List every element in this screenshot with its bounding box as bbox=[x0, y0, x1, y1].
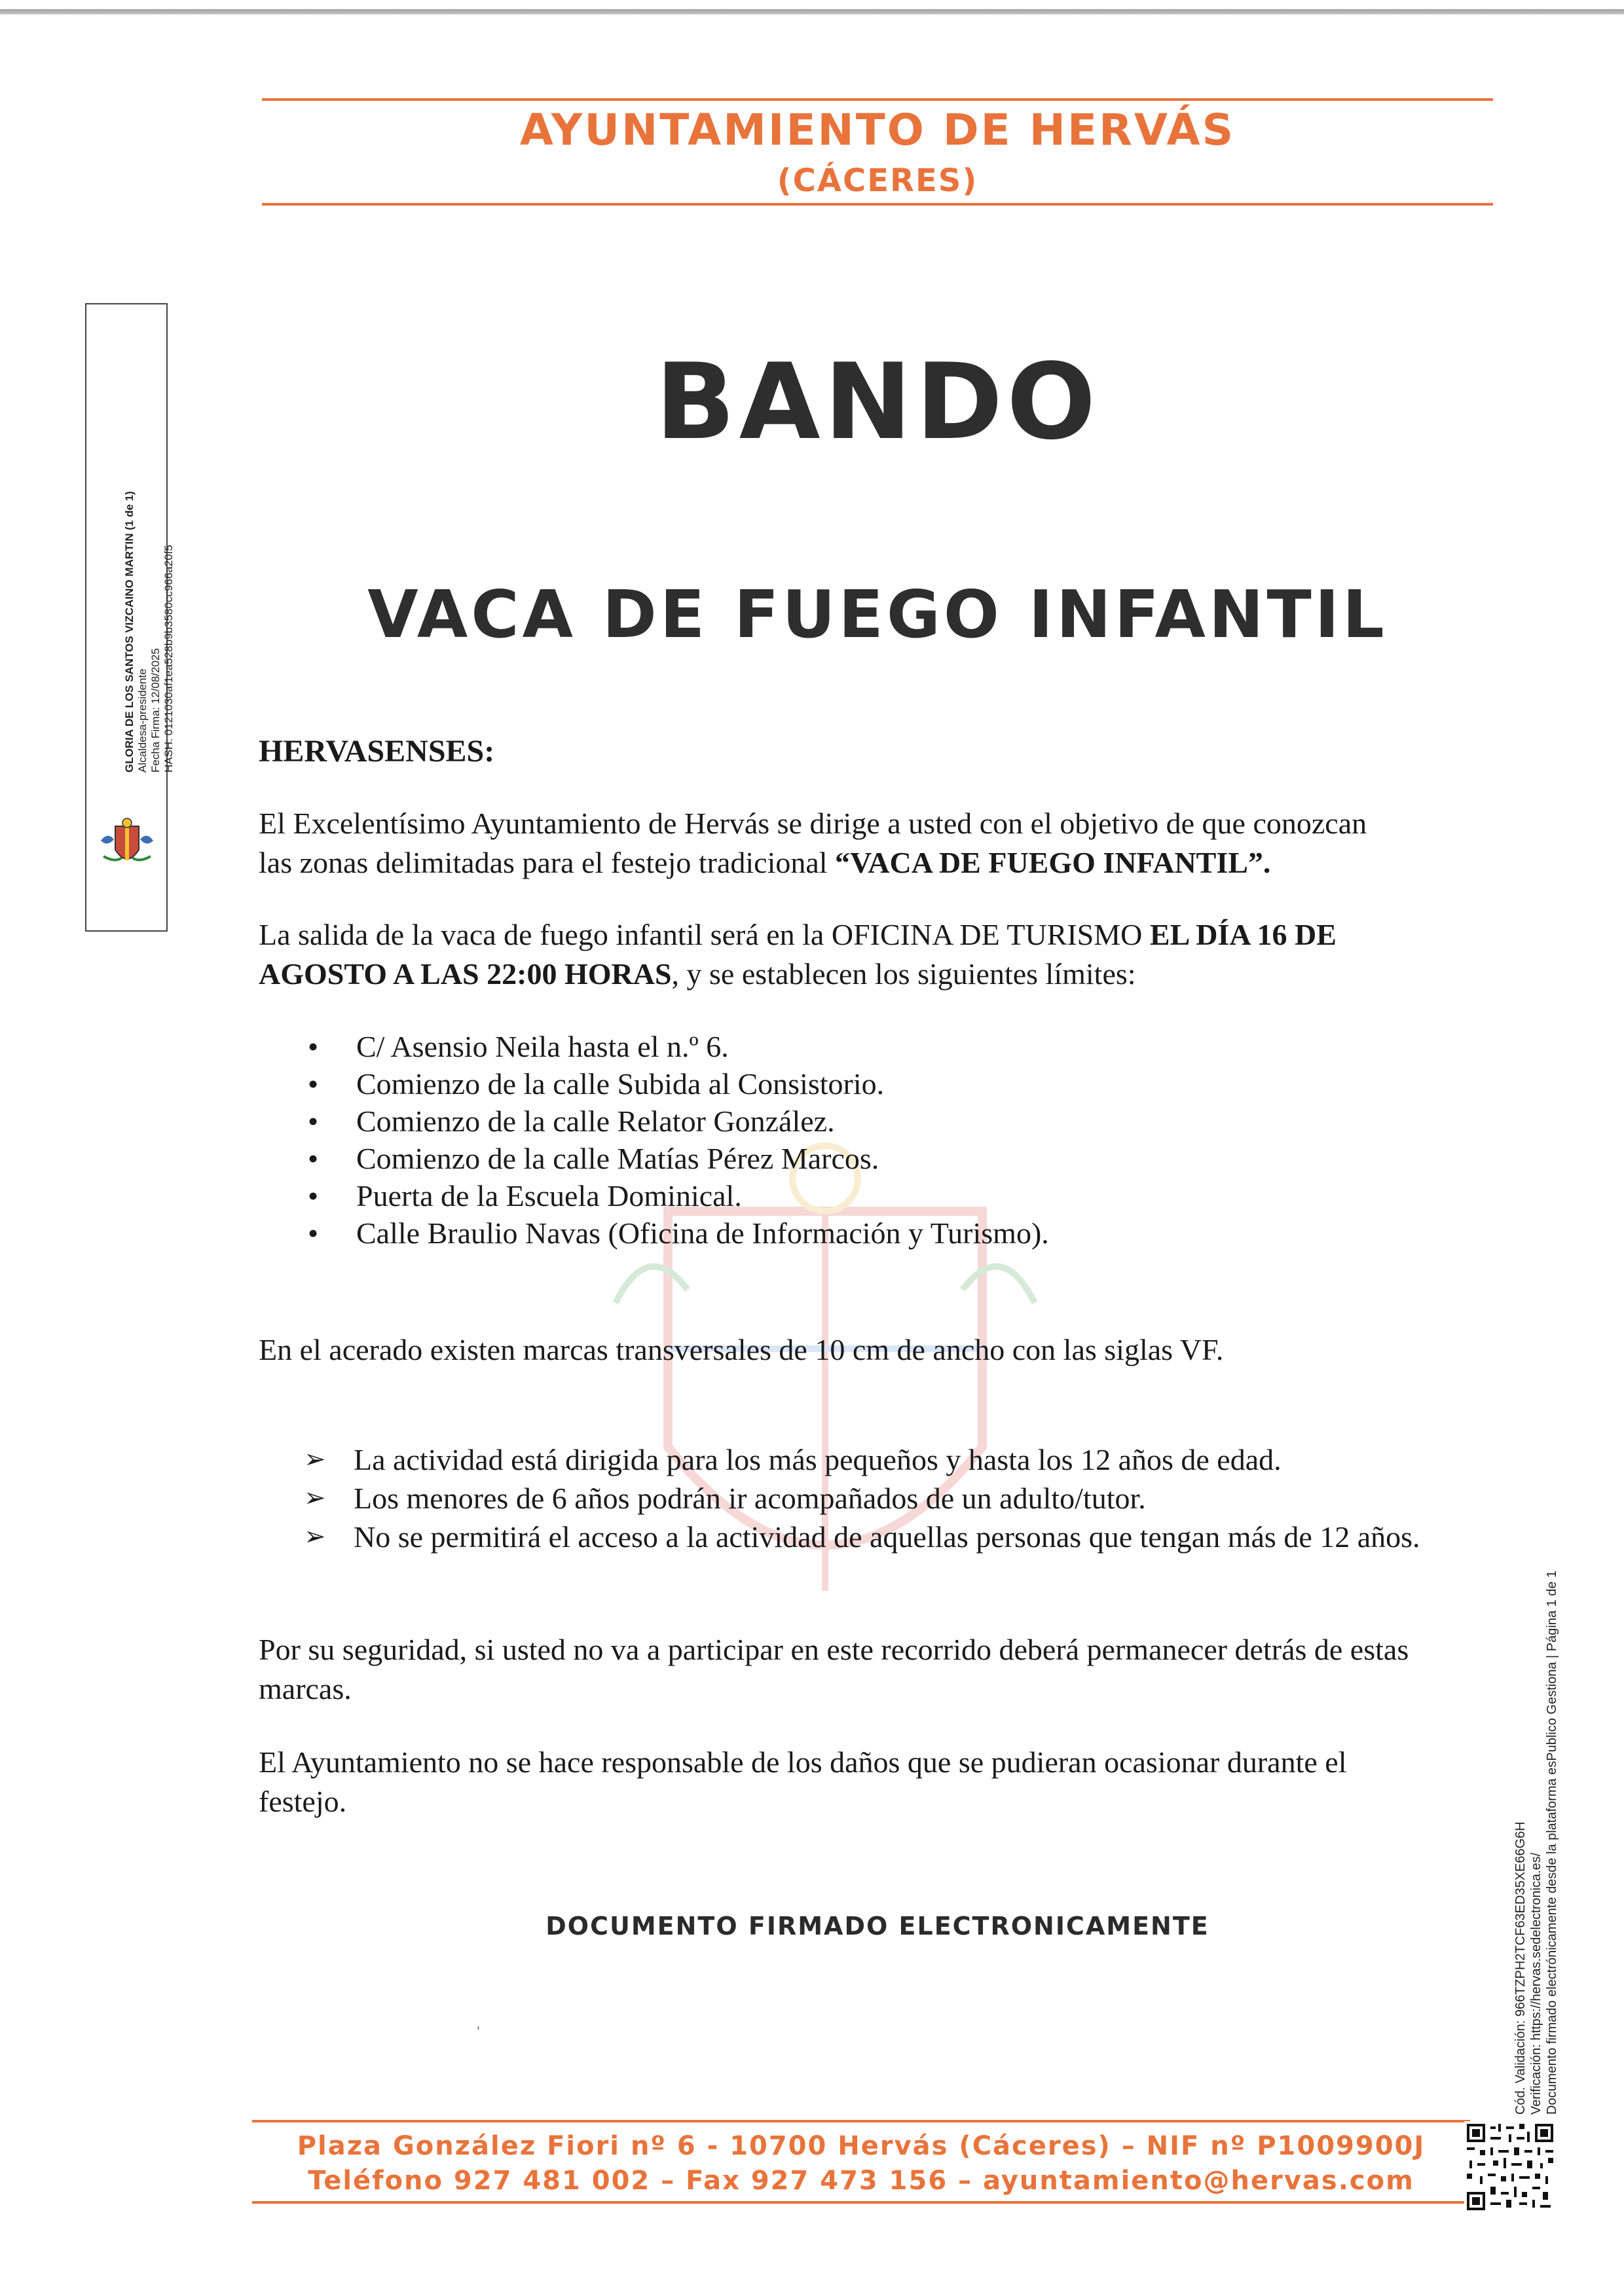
arrow-bullet-icon: ➢ bbox=[304, 1522, 326, 1552]
limit-text: Comienzo de la calle Matías Pérez Marcos. bbox=[356, 1142, 879, 1175]
list-item bbox=[301, 1479, 1467, 1518]
signed-electronically-note: DOCUMENTO FIRMADO ELECTRONICAMENTE bbox=[545, 1912, 1209, 1941]
header-bottom-rule bbox=[262, 203, 1493, 206]
bullet-icon: • bbox=[308, 1067, 319, 1101]
bullet-icon: • bbox=[308, 1216, 319, 1250]
list-item bbox=[301, 1440, 1467, 1479]
signer-name: GLORIA DE LOS SANTOS VIZCAINO MARTIN (1 de 1) bbox=[123, 491, 136, 773]
document-subtitle: VACA DE FUEGO INFANTIL bbox=[367, 576, 1388, 653]
salutation: HERVASENSES: bbox=[259, 734, 495, 769]
departure-line-2 bbox=[259, 955, 1464, 994]
list-item bbox=[301, 1518, 1467, 1556]
marks-note: En el acerado existen marcas transversales de 10 cm de ancho con las siglas VF. bbox=[259, 1333, 1224, 1366]
qr-code-icon[interactable] bbox=[1464, 2121, 1556, 2213]
list-item bbox=[301, 1028, 1049, 1065]
bullet-icon: • bbox=[308, 1104, 319, 1138]
bullet-icon: • bbox=[308, 1179, 319, 1212]
departure-line-1 bbox=[259, 915, 1464, 955]
signature-stamp-text bbox=[123, 406, 175, 773]
scan-speck: ‘ bbox=[477, 2023, 481, 2041]
intro-line-2-text: las zonas delimitadas para el festejo tradicional bbox=[259, 846, 836, 879]
departure-date-bold: EL DÍA 16 DE bbox=[1149, 918, 1337, 951]
rule-text: No se permitirá el acceso a la actividad de aquellas personas que tengan más de 12 años. bbox=[354, 1520, 1420, 1554]
document-heading: BANDO bbox=[655, 340, 1100, 463]
intro-line-2 bbox=[259, 843, 1464, 883]
disclaimer-paragraph: El Ayuntamiento no se hace responsable de los daños que se pudieran ocasionar durante el festejo. bbox=[259, 1745, 1347, 1818]
limit-text: Comienzo de la calle Relator González. bbox=[356, 1104, 835, 1138]
safety-paragraph: Por su seguridad, si usted no va a participar en este recorrido deberá permanecer detrás de estas marcas. bbox=[259, 1633, 1409, 1705]
list-item bbox=[301, 1102, 1049, 1140]
footer-address: Plaza González Fiori nº 6 - 10700 Hervás (Cáceres) – NIF nº P1009900J bbox=[297, 2131, 1426, 2161]
province-title: (CÁCERES) bbox=[777, 162, 978, 199]
bullet-icon: • bbox=[308, 1030, 319, 1063]
rules-list bbox=[301, 1440, 1467, 1556]
validation-sidebar bbox=[1513, 1394, 1560, 2115]
footer-top-rule bbox=[252, 2120, 1470, 2123]
validation-code: Cód. Validación: 966TZPH2TCF63ED35XE66G6H bbox=[1513, 1821, 1528, 2115]
limit-text: Puerta de la Escuela Dominical. bbox=[356, 1179, 742, 1212]
event-name-bold: “VACA DE FUEGO INFANTIL”. bbox=[835, 846, 1271, 879]
footer-bottom-rule bbox=[252, 2201, 1470, 2204]
signature-date: Fecha Firma: 12/08/2025 bbox=[149, 648, 162, 773]
footer-contact: Teléfono 927 481 002 – Fax 927 473 156 – ayuntamiento@hervas.com bbox=[308, 2166, 1414, 2196]
departure-line-2-text: , y se establecen los siguientes límites: bbox=[671, 957, 1136, 991]
signature-hash: HASH: 0121030af1ea528b9b3580cc966a20f5 bbox=[162, 545, 175, 773]
arrow-bullet-icon: ➢ bbox=[304, 1444, 326, 1474]
list-item bbox=[301, 1214, 1049, 1252]
departure-paragraph bbox=[259, 915, 1464, 994]
limit-text: C/ Asensio Neila hasta el n.º 6. bbox=[356, 1030, 729, 1063]
limit-text: Calle Braulio Navas (Oficina de Información y Turismo). bbox=[356, 1216, 1049, 1250]
rule-text: La actividad está dirigida para los más pequeños y hasta los 12 años de edad. bbox=[354, 1443, 1282, 1476]
coat-of-arms-icon bbox=[96, 817, 158, 872]
intro-line-1: El Excelentísimo Ayuntamiento de Hervás se dirige a usted con el objetivo de que conozcan bbox=[259, 807, 1367, 840]
intro-paragraph bbox=[259, 804, 1464, 883]
arrow-bullet-icon: ➢ bbox=[304, 1483, 326, 1513]
limit-text: Comienzo de la calle Subida al Consistorio. bbox=[356, 1067, 885, 1101]
header-top-rule bbox=[262, 98, 1493, 101]
list-item bbox=[301, 1140, 1049, 1177]
signer-role: Alcaldesa-presidente bbox=[136, 668, 149, 773]
list-item bbox=[301, 1177, 1049, 1214]
list-item bbox=[301, 1065, 1049, 1102]
municipality-title: AYUNTAMIENTO DE HERVÁS bbox=[519, 105, 1236, 155]
bullet-icon: • bbox=[308, 1142, 319, 1175]
verification-url[interactable]: Verificación: https://hervas.sedelectronica.es/ bbox=[1529, 1852, 1543, 2115]
limits-list bbox=[301, 1028, 1049, 1252]
departure-time-bold: AGOSTO A LAS 22:00 HORAS bbox=[259, 957, 672, 991]
platform-note: Documento firmado electrónicamente desde la plataforma esPublico Gestiona | Página 1 de 1 bbox=[1545, 1570, 1559, 2115]
scan-edge bbox=[0, 9, 1624, 14]
rule-text: Los menores de 6 años podrán ir acompañados de un adulto/tutor. bbox=[354, 1482, 1146, 1515]
departure-line-1-text: La salida de la vaca de fuego infantil será en la OFICINA DE TURISMO bbox=[259, 918, 1150, 951]
